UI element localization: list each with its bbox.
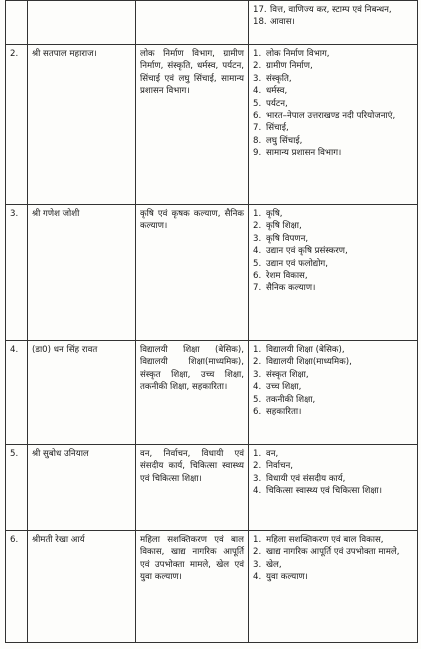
item-text: युवा कल्याण। <box>266 572 308 583</box>
item-text: वित्त, वाणिज्य कर, स्टाम्प एवं निबन्धन, <box>270 5 392 15</box>
item-text: भारत–नेपाल उत्तराखण्ड नदी परियोजनाएं, <box>266 111 396 122</box>
item-number: 1. <box>253 209 262 219</box>
serial-number-cell: 6. <box>6 531 28 643</box>
item-text: धर्मस्व, <box>266 86 288 97</box>
list-item <box>253 220 413 232</box>
item-text: उच्च शिक्षा, <box>266 382 302 393</box>
item-text: उद्यान एवं फलोद्योग, <box>266 258 329 269</box>
item-number: 9. <box>253 148 262 159</box>
list-item <box>253 73 413 85</box>
list-item <box>253 16 413 28</box>
item-number: 4. <box>253 382 262 393</box>
list-item <box>253 448 413 460</box>
item-number: 3. <box>253 559 262 570</box>
item-number: 7. <box>253 283 262 294</box>
list-item <box>253 460 413 472</box>
item-text: पर्यटन, <box>266 98 288 109</box>
table-row <box>6 205 418 341</box>
item-text: लघु सिंचाई, <box>266 135 303 146</box>
subjects-cell <box>249 341 418 445</box>
subjects-list <box>253 344 413 418</box>
list-item <box>253 85 413 97</box>
departments-cell: वन, निर्वाचन, विधायी एवं संसदीय कार्य, चिकित्सा स्वास्थ्य एवं चिकित्सा शिक्षा। <box>136 445 249 531</box>
serial-number-cell: 5. <box>6 445 28 531</box>
item-number: 18. <box>253 17 267 28</box>
list-item <box>253 473 413 485</box>
item-number: 4. <box>253 486 262 497</box>
item-text: निर्वाचन, <box>266 461 293 472</box>
list-item <box>253 48 413 60</box>
serial-number-cell: 4. <box>6 341 28 445</box>
list-item <box>253 4 413 16</box>
subjects-list <box>253 4 413 29</box>
list-item <box>253 60 413 72</box>
item-text: उद्यान एवं कृषि प्रसंस्करण, <box>266 246 348 257</box>
list-item <box>253 135 413 147</box>
list-item <box>253 406 413 418</box>
item-number: 3. <box>253 233 262 244</box>
item-text: महिला सशक्तिकरण एवं बाल विकास, <box>266 535 384 545</box>
list-item <box>253 122 413 134</box>
list-item <box>253 534 413 546</box>
minister-name-cell: श्री सुबोध उनियाल <box>28 445 136 531</box>
item-number: 3. <box>253 73 262 84</box>
item-number: 5. <box>253 394 262 405</box>
item-number: 5. <box>253 98 262 109</box>
item-text: खाद्य नागरिक आपूर्ति एवं उपभोक्ता मामले, <box>266 547 400 558</box>
departments-cell: विद्यालयी शिक्षा (बेसिक), विद्यालयी शिक्षा(माध्यमिक), संस्कृत शिक्षा, उच्च शिक्षा, तकनीकी शिक्षा, सहकारिता। <box>136 341 249 445</box>
item-number: 1. <box>253 535 262 545</box>
item-number: 1. <box>253 345 262 355</box>
item-text: विधायी एवं संसदीय कार्य, <box>266 473 346 484</box>
item-number: 4. <box>253 246 262 257</box>
minister-name-cell: श्री गणेश जोशी <box>28 205 136 341</box>
table-row <box>6 445 418 531</box>
item-number: 2. <box>253 461 262 472</box>
item-number: 2. <box>253 221 262 232</box>
subjects-list <box>253 534 413 584</box>
list-item <box>253 559 413 571</box>
item-number: 7. <box>253 123 262 134</box>
list-item <box>253 369 413 381</box>
list-item <box>253 270 413 282</box>
item-number: 2. <box>253 61 262 72</box>
subjects-list <box>253 48 413 160</box>
serial-number-cell: 3. <box>6 205 28 341</box>
list-item <box>253 571 413 583</box>
list-item <box>253 282 413 294</box>
departments-cell: लोक निर्माण विभाग, ग्रामीण निर्माण, संस्कृति, धर्मस्व, पर्यटन, सिंचाई एवं लघु सिंचाई, सामान्य प्रशासन विभाग। <box>136 45 249 205</box>
subjects-cell <box>249 45 418 205</box>
item-text: तकनीकी शिक्षा, <box>266 394 316 405</box>
item-text: ग्रामीण निर्माण, <box>266 61 313 72</box>
list-item <box>253 344 413 356</box>
item-number: 1. <box>253 449 262 459</box>
item-text: कृषि विपणन, <box>266 233 309 244</box>
table-row <box>6 341 418 445</box>
departments-cell: कृषि एवं कृषक कल्याण, सैनिक कल्याण। <box>136 205 249 341</box>
subjects-list <box>253 208 413 295</box>
item-text: संस्कृति, <box>266 73 292 84</box>
list-item <box>253 546 413 558</box>
list-item <box>253 208 413 220</box>
item-text: लोक निर्माण विभाग, <box>266 49 330 59</box>
table-row <box>6 45 418 205</box>
item-number: 17. <box>253 5 267 15</box>
item-number: 6. <box>253 271 262 282</box>
item-text: विद्यालयी शिक्षा (बेसिक), <box>266 345 345 355</box>
subjects-cell <box>249 445 418 531</box>
minister-name-cell: श्रीमती रेखा आर्य <box>28 531 136 643</box>
item-text: आवास। <box>270 17 295 28</box>
item-number: 4. <box>253 572 262 583</box>
list-item <box>253 356 413 368</box>
list-item <box>253 233 413 245</box>
list-item <box>253 147 413 159</box>
item-text: विद्यालयी शिक्षा(माध्यमिक), <box>266 357 352 368</box>
item-text: संस्कृत शिक्षा, <box>266 369 309 380</box>
portfolio-table <box>5 0 418 643</box>
item-text: कृषि, <box>266 209 283 219</box>
item-text: सैनिक कल्याण। <box>266 283 316 294</box>
departments-cell: महिला सशक्तिकरण एवं बाल विकास, खाद्य नागरिक आपूर्ति एवं उपभोक्ता मामले, खेल एवं युवा कल्याण। <box>136 531 249 643</box>
item-text: सामान्य प्रशासन विभाग। <box>266 148 342 159</box>
item-number: 2. <box>253 357 262 368</box>
item-text: खेल, <box>266 559 282 570</box>
item-number: 6. <box>253 407 262 418</box>
list-item <box>253 485 413 497</box>
subjects-cell <box>249 205 418 341</box>
list-item <box>253 245 413 257</box>
item-text: कृषि शिक्षा, <box>266 221 302 232</box>
list-item <box>253 394 413 406</box>
item-text: वन, <box>266 449 279 459</box>
item-text: चिकित्सा स्वास्थ्य एवं चिकित्सा शिक्षा। <box>266 486 382 497</box>
list-item <box>253 381 413 393</box>
item-number: 3. <box>253 369 262 380</box>
item-text: रेशम विकास, <box>266 271 308 282</box>
item-text: सिंचाई, <box>266 123 289 134</box>
minister-name-cell: (डा0) धन सिंह रावत <box>28 341 136 445</box>
subjects-cell <box>249 531 418 643</box>
serial-number-cell <box>6 1 28 45</box>
list-item <box>253 98 413 110</box>
subjects-cell <box>249 1 418 45</box>
item-number: 2. <box>253 547 262 558</box>
list-item <box>253 110 413 122</box>
list-item <box>253 258 413 270</box>
minister-name-cell <box>28 1 136 45</box>
minister-name-cell: श्री सतपाल महाराज। <box>28 45 136 205</box>
departments-cell <box>136 1 249 45</box>
serial-number-cell: 2. <box>6 45 28 205</box>
item-text: सहकारिता। <box>266 407 302 418</box>
item-number: 4. <box>253 86 262 97</box>
item-number: 1. <box>253 49 262 59</box>
item-number: 5. <box>253 258 262 269</box>
item-number: 8. <box>253 135 262 146</box>
table-row <box>6 531 418 643</box>
table-row <box>6 1 418 45</box>
item-number: 6. <box>253 111 262 122</box>
item-number: 3. <box>253 473 262 484</box>
subjects-list <box>253 448 413 498</box>
